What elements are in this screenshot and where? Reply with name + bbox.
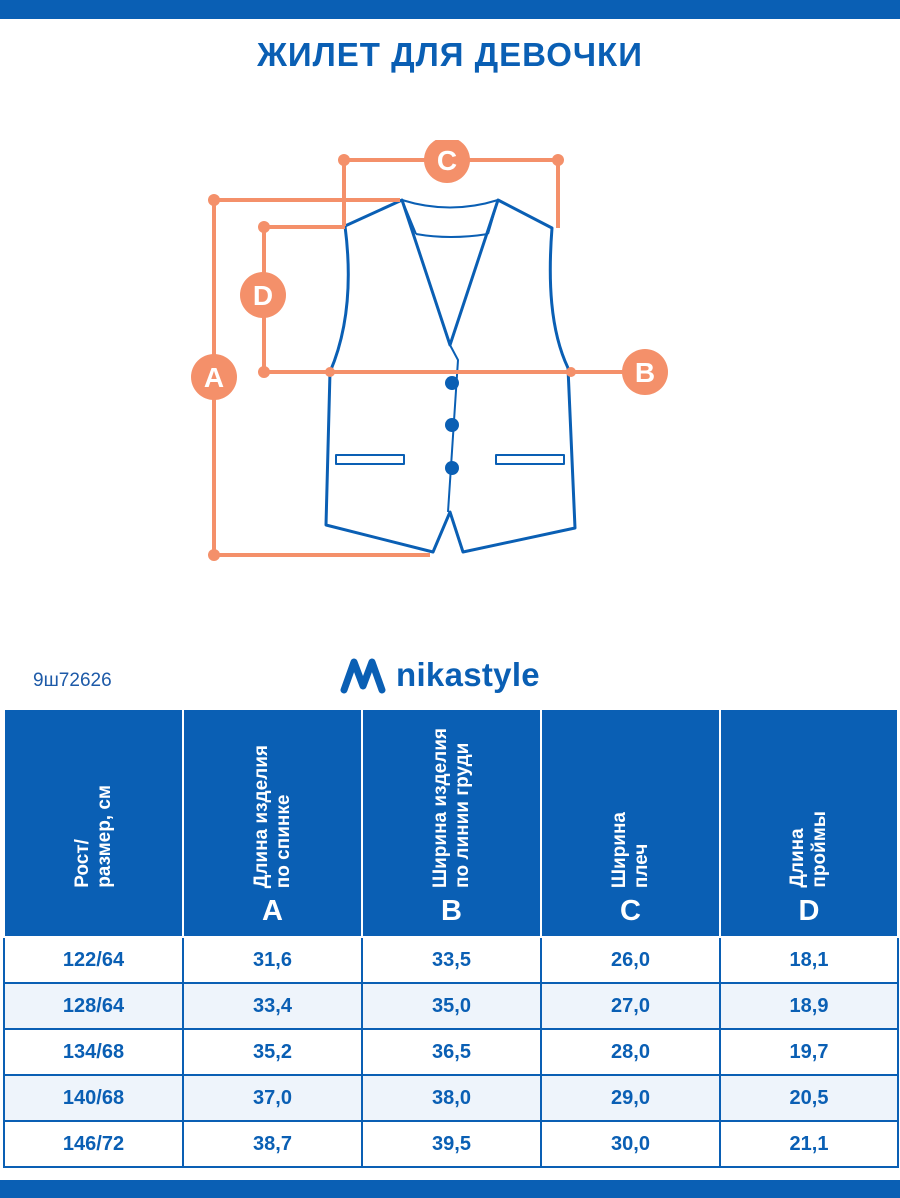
cell-b: 33,5 [362,937,541,983]
table-row [4,1029,898,1075]
cell-c: 28,0 [541,1029,720,1075]
header-text: Ширина изделия по линии груди [429,728,473,888]
vest-drawing [326,200,575,552]
badge-d-label: D [252,280,274,311]
cell-d: 18,9 [720,983,898,1029]
cell-b: 36,5 [362,1029,541,1075]
header-text: Длина изделия по спинке [250,744,294,888]
cell-c: 27,0 [541,983,720,1029]
cell-a: 31,6 [183,937,362,983]
article-number: 9ш72626 [33,670,112,691]
badge-b-label: B [634,357,656,388]
cell-b: 38,0 [362,1075,541,1121]
brand-logo [340,656,540,694]
header-text: Ширина плеч [608,811,652,888]
brand-mark-icon [340,656,386,694]
table-row [4,1121,898,1167]
table-row [4,1075,898,1121]
cell-a: 33,4 [183,983,362,1029]
header-letter: B [441,895,462,927]
badge-a-label: A [203,362,225,393]
cell-c: 26,0 [541,937,720,983]
table-row [4,983,898,1029]
header-armhole-length [720,709,898,937]
cell-size: 134/68 [4,1029,183,1075]
cell-size: 128/64 [4,983,183,1029]
cell-a: 38,7 [183,1121,362,1167]
cell-d: 18,1 [720,937,898,983]
cell-a: 35,2 [183,1029,362,1075]
badge-c-label: C [436,145,458,176]
measure-lines [214,160,645,555]
header-letter: A [262,895,283,927]
header-height-size [4,709,183,937]
bottom-bar [0,1180,900,1198]
cell-b: 35,0 [362,983,541,1029]
header-letter: D [798,895,820,927]
header-length-back [183,709,362,937]
cell-size: 122/64 [4,937,183,983]
vest-diagram [0,140,900,580]
cell-size: 146/72 [4,1121,183,1167]
size-table-header [4,709,898,937]
cell-b: 39,5 [362,1121,541,1167]
cell-c: 30,0 [541,1121,720,1167]
header-text: Длина проймы [787,811,830,888]
page-title: ЖИЛЕТ ДЛЯ ДЕВОЧКИ [257,36,643,73]
cell-d: 19,7 [720,1029,898,1075]
cell-a: 37,0 [183,1075,362,1121]
table-row [4,937,898,983]
cell-size: 140/68 [4,1075,183,1121]
cell-d: 21,1 [720,1121,898,1167]
cell-d: 20,5 [720,1075,898,1121]
brand-name: nikastyle [396,656,540,693]
top-bar [0,0,900,19]
header-text: Рост/ размер, см [71,785,115,888]
cell-c: 29,0 [541,1075,720,1121]
header-shoulder-width [541,709,720,937]
header-chest-width [362,709,541,937]
size-table [3,708,899,1168]
header-letter: C [620,895,641,927]
